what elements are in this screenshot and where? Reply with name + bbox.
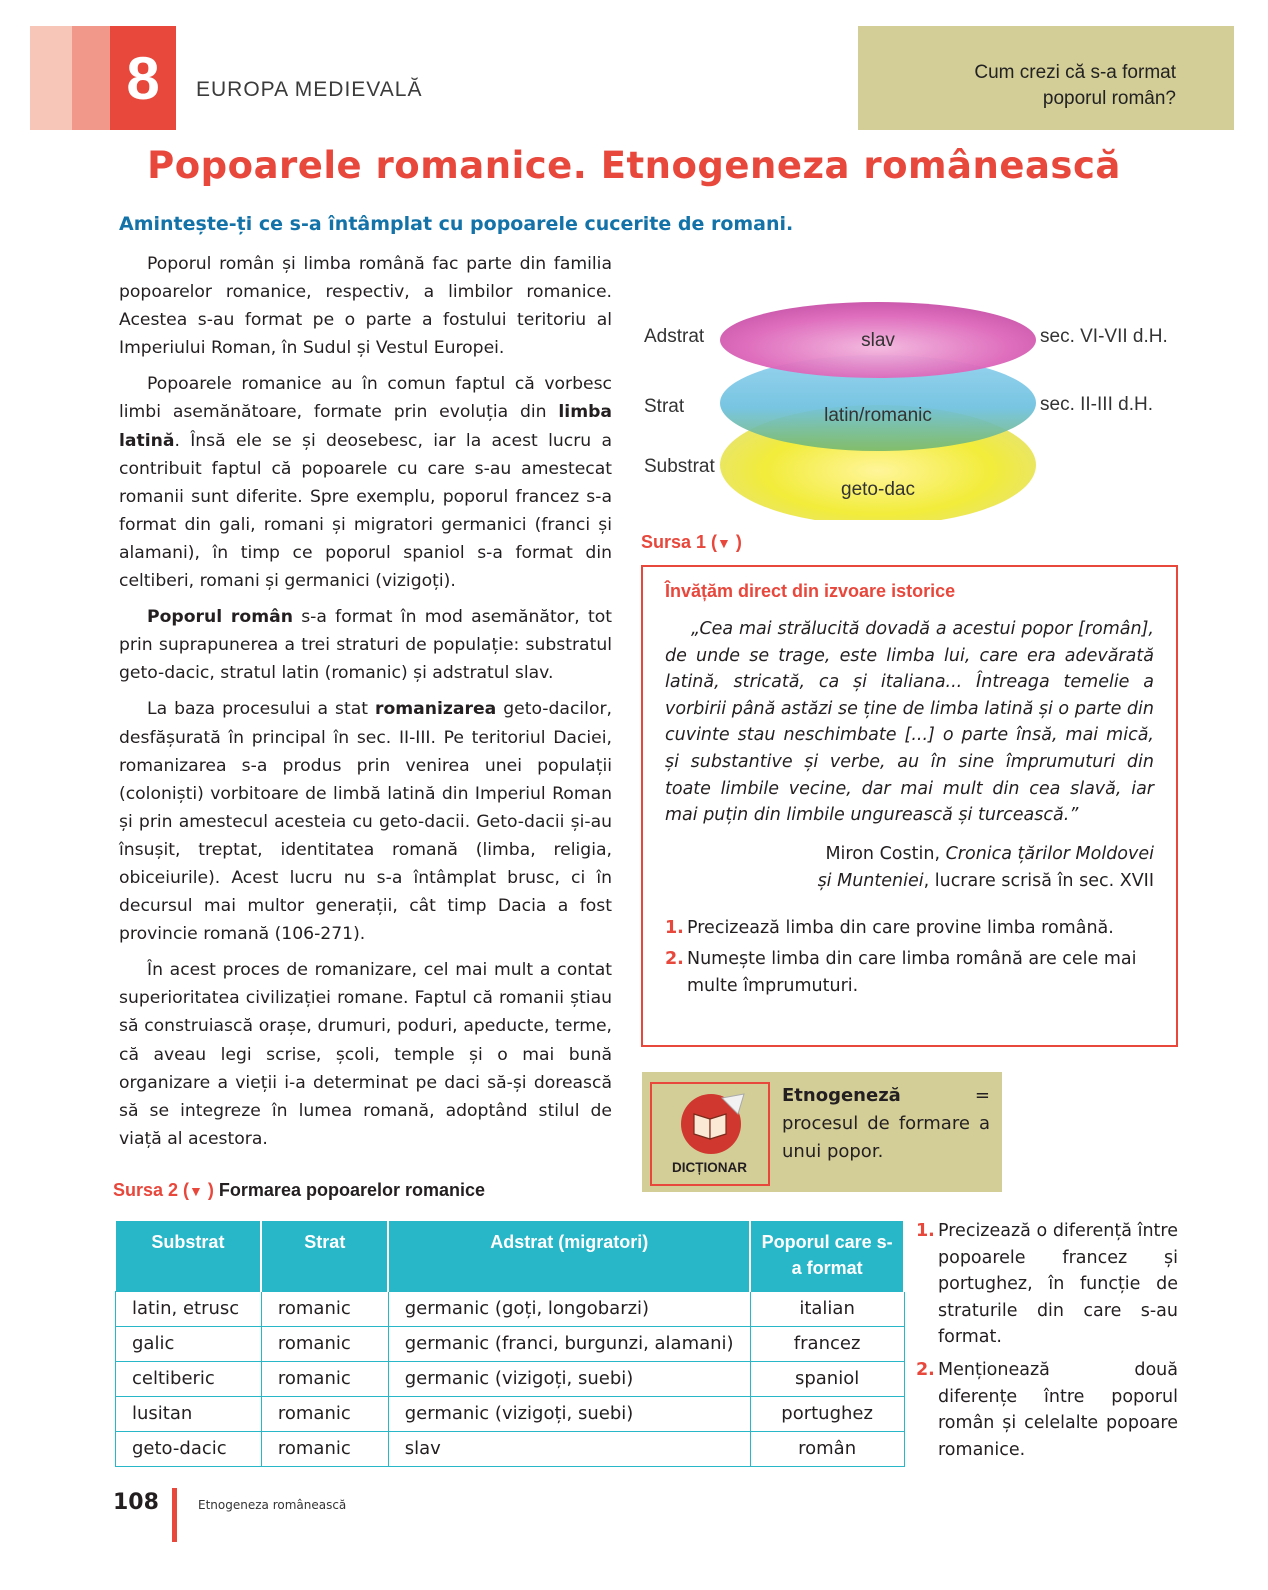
table-cell: romanic	[261, 1361, 388, 1396]
paragraph: Poporul român s-a format în mod asemănător, tot prin suprapunerea a trei straturi de populație: substratul geto-dacic, stratul latin (romanic) și adstratul slav.	[119, 607, 612, 684]
table-cell: romanic	[261, 1396, 388, 1431]
column-header: Strat	[261, 1221, 388, 1291]
page-number: 108	[113, 1490, 159, 1515]
triangle-down-icon: ▼	[717, 535, 731, 551]
table-cell: romanic	[261, 1291, 388, 1326]
source-2-questions	[916, 1218, 1178, 1469]
table-cell: geto-dacic	[116, 1431, 262, 1466]
dictionary-badge	[650, 1082, 770, 1186]
table-cell: latin, etrusc	[116, 1291, 262, 1326]
source-1-box	[641, 565, 1178, 1047]
table-cell: romanic	[261, 1431, 388, 1466]
chapter-number: 8	[110, 26, 176, 130]
paragraph: În acest proces de romanizare, cel mai mult a contat superioritatea civilizației romane. Faptul că romanii știau să construiască orașe, drumuri, poduri, apeducte, terme, că aveau legi scrise, școli, temple și o mai bună organizare a vieții i-a determinat pe daci să-și dorească să se integreze în lumea romană, adoptând stilul de viață al acestora.	[119, 960, 612, 1149]
table-cell: portughez	[750, 1396, 904, 1431]
table-cell: germanic (franci, burgunzi, alamani)	[388, 1326, 750, 1361]
table-row	[116, 1361, 905, 1396]
strata-diagram	[640, 290, 1200, 520]
period-label: sec. II-III d.H.	[1040, 394, 1153, 415]
source-box-title: Învățăm direct din izvoare istorice	[665, 581, 956, 601]
table-cell: celtiberic	[116, 1361, 262, 1396]
source-1-questions	[665, 915, 1154, 1000]
diagram-label-adstrat: Adstrat	[644, 326, 705, 347]
paragraph: Popoarele romanice au în comun faptul că vorbesc limbi asemănătoare, formate prin evoluția din limba latină. Însă ele se și deosebesc, iar la acest lucru a contribuit faptul că popoarele cu care s-au amestecat romanii sunt diferite. Spre exemplu, poporul francez s-a format din gali, romani și migratori germanici (franci și alamani), în timp ce poporul spaniol s-a format din celtiberi, romani și germanici (vizigoți).	[119, 374, 612, 592]
table-row	[116, 1396, 905, 1431]
table-cell: român	[750, 1431, 904, 1466]
paragraph: Poporul român și limba română fac parte din familia popoarelor romanice, respectiv, a limbilor romanice. Acestea s-au format pe o parte a fostului teritoriu al Imperiului Roman, în Sudul și Vestul Europei.	[119, 254, 612, 359]
table-row	[116, 1431, 905, 1466]
main-text	[119, 250, 612, 1161]
guiding-question-line: Cum crezi că s-a format	[974, 62, 1176, 83]
question-item: 1. Precizează limba din care provine limba română.	[665, 917, 1114, 938]
guiding-question-box	[858, 26, 1234, 130]
table-cell: germanic (vizigoți, suebi)	[388, 1396, 750, 1431]
page-title: Popoarele romanice. Etnogeneza românească	[147, 144, 1121, 187]
question-item: 1. Precizează o diferență între popoarele francez și portughez, în funcție de straturile din care s-au format.	[916, 1221, 1178, 1348]
guiding-question-line: poporul român?	[1042, 88, 1176, 109]
book-icon	[652, 1084, 767, 1160]
table-cell: francez	[750, 1326, 904, 1361]
triangle-down-icon: ▼	[189, 1183, 203, 1199]
source-1-label: Sursa 1 (▼ )	[641, 532, 742, 552]
table-header-row	[116, 1221, 905, 1291]
table-row	[116, 1326, 905, 1361]
chapter-name: EUROPA MEDIEVALĂ	[196, 78, 423, 101]
table-cell: galic	[116, 1326, 262, 1361]
table-cell: slav	[388, 1431, 750, 1466]
romance-peoples-table	[115, 1221, 905, 1467]
column-header: Poporul care s-a format	[750, 1221, 904, 1291]
historical-quote: „Cea mai strălucită dovadă a acestui popor [român], de unde se trage, este limba lui, care era adevărată latină, stricată, ca și italiana... Întreaga temelie a vorbirii până astăzi se ține de limba latină și o parte din cuvinte stau neschimbate [...] o parte însă, mai mică, și substantive și verbe, au în sine împrumuturi din toate limbile vecine, dar mai mult din cea slavă, iar mai puțin din limbile ungurească și turcească.”	[665, 619, 1154, 826]
diagram-label-strat: Strat	[644, 396, 685, 417]
layer-label-geto-dac: geto-dac	[841, 479, 915, 500]
period-label: sec. VI-VII d.H.	[1040, 326, 1168, 347]
chapter-tab-decoration	[72, 26, 110, 130]
quote-citation: Miron Costin, Cronica țărilor Moldovei și Munteniei, lucrare scrisă în sec. XVII	[817, 843, 1154, 891]
column-header: Substrat	[116, 1221, 262, 1291]
layer-label-latin: latin/romanic	[824, 405, 932, 426]
question-item: 2. Numește limba din care limba română are cele mai multe împrumuturi.	[665, 948, 1137, 996]
question-item: 2. Menționează două diferențe între poporul român și celelalte popoare romanice.	[916, 1359, 1178, 1460]
dictionary-definition: Etnogeneză = procesul de formare a unui popor.	[782, 1085, 990, 1162]
layer-label-slav: slav	[861, 330, 895, 351]
table-cell: germanic (vizigoți, suebi)	[388, 1361, 750, 1396]
dictionary-box	[642, 1072, 1002, 1192]
running-title: Etnogeneza românească	[198, 1498, 347, 1512]
dictionary-label: DICȚIONAR	[672, 1160, 747, 1175]
paragraph: La baza procesului a stat romanizarea geto-dacilor, desfășurată în principal în sec. II-III. Pe teritoriul Daciei, romanizarea s-a produs prin venirea unei populații (coloniști) vorbitoare de limbă latină din Imperiul Roman și prin amestecul acesteia cu geto-dacii. Geto-dacii și-au însușit, treptat, identitatea romană (limba, religia, obiceiurile). Acest lucru nu s-a întâmplat brusc, ci în decursul mai multor generații, cât timp Dacia a fost provincie romană (106-271).	[119, 699, 612, 945]
table-cell: italian	[750, 1291, 904, 1326]
source-2-label: Sursa 2 (▼ ) Formarea popoarelor romanice	[113, 1180, 486, 1200]
table-row	[116, 1291, 905, 1326]
table-cell: romanic	[261, 1326, 388, 1361]
table-cell: germanic (goți, longobarzi)	[388, 1291, 750, 1326]
intro-prompt: Amintește-ți ce s-a întâmplat cu popoarele cucerite de romani.	[119, 213, 794, 235]
table-cell: spaniol	[750, 1361, 904, 1396]
diagram-label-substrat: Substrat	[644, 456, 715, 477]
table-cell: lusitan	[116, 1396, 262, 1431]
chapter-tab-decoration	[30, 26, 72, 130]
column-header: Adstrat (migratori)	[388, 1221, 750, 1291]
footer-divider	[172, 1488, 177, 1542]
